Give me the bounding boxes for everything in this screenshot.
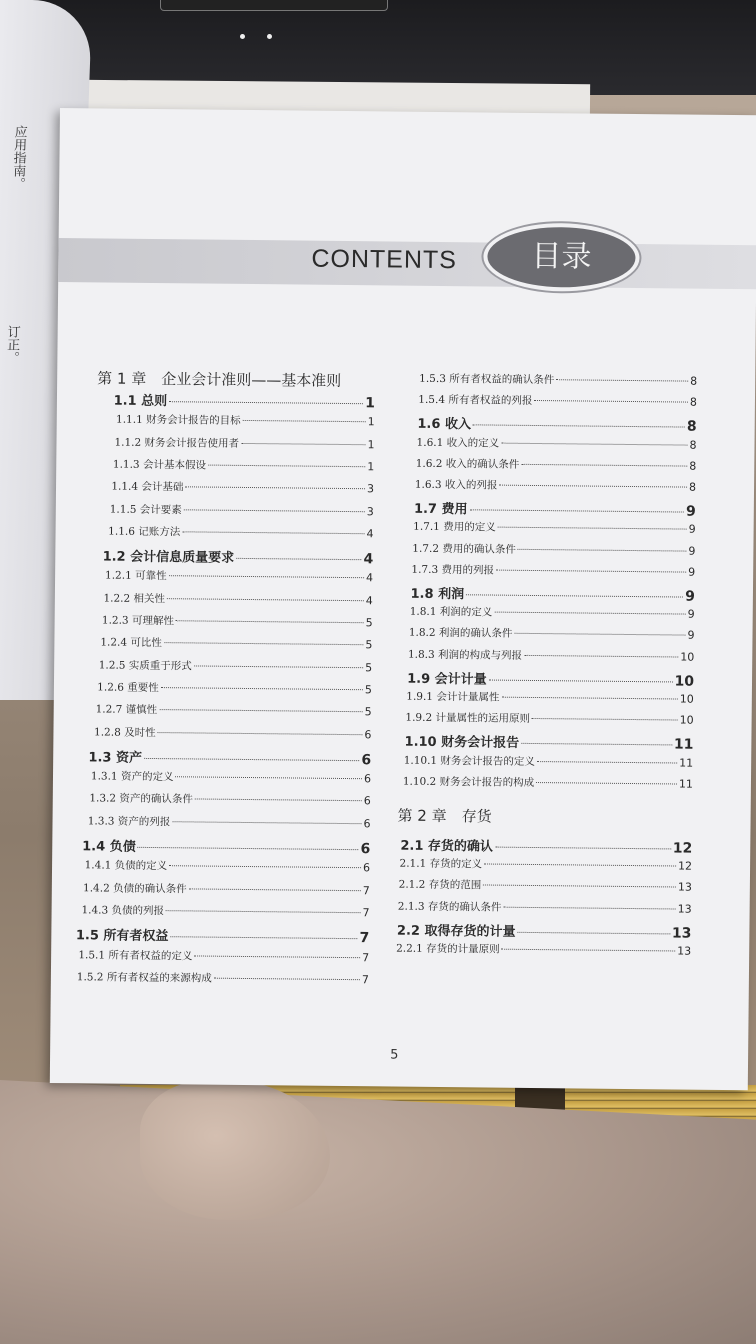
contents-page	[50, 108, 756, 1090]
toc-subsection	[83, 880, 370, 898]
toc-title: 2.1.3 存货的确认条件	[397, 900, 502, 914]
toc-page-number: 13	[677, 944, 692, 958]
toc-subsection	[108, 523, 373, 541]
toc-title: 1.1.6 记账方法	[108, 525, 181, 539]
toc-title: 1.5.1 所有者权益的定义	[78, 948, 193, 962]
toc-leader-dots	[502, 949, 676, 952]
toc-page-number: 13	[671, 925, 692, 942]
toc-title: 2.1 存货的确认	[400, 838, 494, 855]
toc-leader-dots	[169, 576, 364, 579]
toc-leader-dots	[496, 569, 686, 572]
toc-section	[404, 731, 693, 753]
toc-leader-dots	[158, 732, 363, 735]
toc-subsection	[105, 568, 373, 586]
toc-title: 1.5.3 所有者权益的确认条件	[419, 372, 555, 387]
toc-title: 1.6.3 收入的列报	[414, 478, 498, 492]
toc-leader-dots	[208, 464, 365, 467]
toc-subsection	[88, 813, 371, 831]
toc-leader-dots	[494, 612, 685, 615]
toc-title: 1.2.1 可靠性	[105, 569, 167, 583]
toc-subsection	[81, 902, 369, 920]
toc-subsection	[405, 710, 693, 728]
toc-title: 1.3.2 资产的确认条件	[89, 792, 193, 806]
toc-leader-dots	[495, 847, 671, 850]
toc-title: 1.5 所有者权益	[75, 928, 169, 945]
toc-page-number: 4	[365, 593, 373, 607]
toc-section	[417, 413, 696, 435]
toc-title: 1.7.3 费用的列报	[411, 563, 495, 577]
toc-title: 1.2.2 相关性	[103, 592, 166, 605]
toc-page-number: 6	[362, 861, 371, 875]
toc-subsection	[111, 479, 374, 497]
toc-page-number: 6	[363, 772, 372, 786]
toc-leader-dots	[169, 401, 363, 404]
toc-title: 1.9.2 计量属性的运用原则	[405, 711, 531, 726]
toc-subsection	[96, 702, 372, 720]
toc-title: 1.2.5 实质重于形式	[98, 659, 192, 673]
toc-leader-dots	[236, 558, 361, 560]
toc-leader-dots	[501, 442, 687, 445]
toc-leader-dots	[524, 654, 678, 657]
toc-page-number: 8	[688, 480, 697, 494]
toc-title: 1.3.3 资产的列报	[87, 815, 171, 828]
toc-title: 1.7.2 费用的确认条件	[412, 542, 516, 556]
toc-title: 1.8 利润	[410, 586, 465, 603]
toc-subsection	[398, 898, 692, 916]
toc-title: 1.4.2 负债的确认条件	[83, 881, 187, 895]
toc-page-number: 7	[362, 883, 370, 897]
toc-leader-dots	[499, 485, 687, 488]
toc-chapter	[97, 367, 375, 391]
toc-leader-dots	[534, 400, 688, 403]
toc-subsection	[417, 434, 697, 452]
toc-page-number: 12	[678, 859, 693, 873]
toc-subsection	[415, 477, 696, 495]
toc-leader-dots	[195, 799, 362, 802]
toc-leader-dots	[537, 761, 677, 763]
left-page-text-2: 订正。	[3, 325, 20, 364]
toc-page-number: 6	[360, 841, 371, 858]
toc-leader-dots	[489, 679, 673, 682]
toc-subsection	[396, 941, 691, 959]
toc-section	[82, 835, 370, 857]
toc-subsection	[78, 947, 369, 965]
toc-leader-dots	[498, 527, 687, 530]
contents-heading: CONTENTS	[311, 244, 458, 275]
toc-title: 1.2 会计信息质量要求	[102, 549, 235, 566]
toc-page-number: 6	[363, 816, 371, 830]
toc-leader-dots	[214, 977, 360, 980]
toc-page-number: 8	[689, 438, 697, 452]
toc-title: 1.1.2 财务会计报告使用者	[114, 436, 240, 450]
toc-title: 1.3.1 资产的定义	[90, 770, 174, 784]
toc-leader-dots	[170, 936, 357, 939]
toc-page-number: 9	[688, 544, 696, 558]
toc-leader-dots	[494, 819, 691, 821]
toc-page-number: 5	[365, 638, 373, 652]
toc-leader-dots	[473, 425, 685, 428]
toc-page-number: 1	[367, 415, 375, 429]
toc-page-number: 4	[363, 551, 374, 568]
toc-subsection	[102, 612, 373, 630]
toc-page-number: 7	[362, 950, 370, 964]
toc-page-number: 5	[365, 660, 373, 674]
toc-leader-dots	[243, 420, 366, 422]
toc-leader-dots	[518, 548, 687, 551]
toc-section	[88, 746, 371, 768]
toc-page-number: 3	[366, 504, 374, 518]
toc-page-number: 10	[679, 692, 694, 706]
toc-leader-dots	[484, 864, 676, 867]
toc-title: 1.10.2 财务会计报告的构成	[402, 775, 535, 789]
toc-page-number: 12	[672, 840, 693, 857]
toc-leader-dots	[144, 758, 359, 761]
monitor-led	[267, 34, 272, 39]
toc-subsection	[97, 679, 372, 697]
toc-title: 1.9 会计计量	[407, 671, 487, 688]
toc-section	[76, 924, 370, 946]
toc-title: 1.8.1 利润的定义	[409, 605, 493, 619]
toc-page-number: 6	[363, 794, 371, 808]
toc-page-number: 8	[689, 459, 697, 473]
toc-leader-dots	[138, 847, 359, 850]
toc-title: 2.2.1 存货的计量原则	[396, 942, 500, 956]
toc-leader-dots	[470, 509, 684, 512]
toc-leader-dots	[164, 642, 363, 645]
toc-title: 1.4 负债	[82, 839, 136, 855]
toc-subsection	[406, 689, 694, 707]
toc-title: 第 2 章 存货	[397, 806, 492, 826]
toc-section	[414, 498, 696, 520]
toc-subsection	[408, 646, 694, 664]
toc-subsection	[404, 752, 694, 770]
toc-leader-dots	[483, 885, 676, 888]
toc-leader-dots	[521, 464, 687, 467]
toc-page-number: 10	[674, 673, 695, 690]
toc-leader-dots	[536, 782, 677, 784]
toc-subsection	[411, 562, 695, 580]
toc-leader-dots	[161, 687, 363, 690]
toc-title: 1.10.1 财务会计报告的定义	[403, 754, 536, 768]
toc-page-number: 3	[366, 482, 375, 496]
toc-title: 1.3 资产	[88, 750, 143, 766]
toc-page-number: 9	[688, 522, 696, 537]
toc-title: 1.10 财务会计报告	[404, 735, 520, 752]
toc-title: 1.5.4 所有者权益的列报	[418, 393, 533, 408]
toc-page-number: 8	[690, 374, 698, 388]
toc-subsection	[403, 773, 693, 791]
toc-section	[114, 390, 375, 412]
toc-subsection	[85, 858, 371, 876]
monitor-bezel	[160, 0, 388, 11]
toc-page-number: 8	[686, 418, 697, 436]
toc-section	[397, 919, 692, 941]
toc-section	[407, 667, 694, 689]
toc-subsection	[94, 724, 372, 742]
toc-subsection	[412, 540, 695, 558]
toc-page-number: 1	[365, 395, 375, 412]
toc-leader-dots	[169, 865, 361, 868]
toc-title: 1.1.1 财务会计报告的目标	[116, 413, 241, 428]
toc-subsection	[91, 768, 371, 786]
toc-title: 1.7.1 费用的定义	[413, 521, 496, 534]
toc-leader-dots	[185, 487, 365, 490]
toc-subsection	[413, 519, 696, 537]
toc-subsection	[399, 877, 692, 895]
lap-foreground	[0, 1080, 756, 1344]
toc-section	[410, 583, 695, 605]
toc-leader-dots	[514, 633, 685, 636]
toc-page-number: 9	[685, 588, 695, 605]
toc-leader-dots	[175, 776, 362, 779]
toc-title: 1.8.3 利润的构成与列报	[407, 648, 523, 662]
toc-page-number: 5	[365, 616, 373, 630]
toc-page-number: 7	[361, 973, 369, 987]
toc-leader-dots	[194, 665, 363, 668]
toc-page-number: 8	[689, 395, 698, 409]
toc-leader-dots	[166, 910, 361, 913]
toc-title: 1.4.3 负债的列报	[81, 904, 165, 918]
toc-title: 1.2.3 可理解性	[101, 614, 175, 628]
left-page-text-1: 应用指南。	[9, 125, 27, 190]
toc-title: 1.1.5 会计要素	[109, 503, 182, 516]
toc-title: 1.2.4 可比性	[100, 636, 162, 650]
toc-page-number: 1	[367, 437, 375, 451]
toc-page-number: 7	[359, 930, 370, 947]
toc-page-number: 10	[679, 713, 694, 727]
toc-title: 1.1 总则	[113, 393, 168, 410]
toc-page-number: 9	[687, 628, 695, 643]
toc-page-number: 9	[685, 503, 696, 520]
toc-subsection	[89, 791, 371, 809]
toc-subsection	[99, 657, 373, 675]
toc-page-number: 9	[687, 607, 695, 621]
toc-subsection	[110, 501, 374, 519]
toc-leader-dots	[466, 594, 683, 597]
toc-title: 1.7 费用	[413, 501, 468, 518]
toc-subsection	[103, 590, 373, 608]
toc-page-number: 10	[680, 650, 695, 664]
toc-subsection	[116, 412, 375, 430]
toc-subsection	[410, 604, 695, 622]
toc-page-number: 11	[678, 777, 694, 791]
monitor-led	[240, 34, 245, 39]
toc-chapter	[397, 805, 692, 829]
toc-title: 2.1.1 存货的定义	[399, 857, 483, 871]
toc-page-number: 5	[364, 705, 372, 719]
toc-leader-dots	[172, 821, 361, 824]
toc-section	[400, 835, 692, 857]
toc-leader-dots	[503, 906, 675, 909]
toc-title: 1.1.4 会计基础	[111, 480, 184, 494]
mulu-label: 目录	[531, 238, 592, 275]
toc-page-number: 7	[362, 906, 370, 920]
toc-leader-dots	[194, 955, 360, 958]
toc-subsection	[100, 635, 372, 653]
toc-leader-dots	[159, 709, 362, 712]
toc-subsection	[399, 856, 692, 874]
toc-page-number: 11	[673, 736, 694, 754]
toc-subsection	[77, 969, 369, 987]
toc-page-number: 4	[366, 571, 374, 585]
toc-section	[103, 546, 374, 568]
toc-title: 1.8.2 利润的确认条件	[408, 627, 513, 641]
toc-title: 第 1 章 企业会计准则——基本准则	[97, 369, 342, 390]
toc-subsection	[409, 625, 695, 643]
toc-title: 1.6.1 收入的定义	[416, 436, 500, 450]
toc-leader-dots	[501, 697, 677, 700]
toc-subsection	[418, 392, 697, 410]
toc-title: 1.6.2 收入的确认条件	[415, 457, 520, 471]
toc-leader-dots	[182, 531, 364, 534]
toc-page-number: 13	[677, 902, 692, 916]
toc-page-number: 6	[361, 751, 372, 769]
toc-leader-dots	[184, 509, 365, 512]
toc-subsection	[416, 456, 697, 474]
toc-title: 2.2 取得存货的计量	[396, 923, 516, 940]
toc-leader-dots	[532, 718, 678, 721]
toc-page-number: 5	[364, 683, 372, 697]
toc-title: 1.2.8 及时性	[94, 725, 156, 739]
toc-leader-dots	[176, 620, 364, 623]
toc-title: 1.2.7 谨慎性	[95, 703, 158, 717]
toc-subsection	[419, 371, 697, 389]
toc-page-number: 6	[364, 727, 372, 741]
mulu-badge	[483, 222, 640, 292]
toc-leader-dots	[167, 598, 364, 601]
toc-leader-dots	[241, 443, 365, 445]
toc-title: 1.5.2 所有者权益的来源构成	[76, 971, 212, 985]
toc-title: 1.1.3 会计基本假设	[112, 458, 207, 472]
toc-title: 1.4.1 负债的定义	[84, 859, 168, 873]
toc-subsection	[113, 456, 374, 474]
toc-title: 2.1.2 存货的范围	[398, 878, 482, 892]
toc-page-number: 9	[688, 565, 696, 579]
toc-leader-dots	[521, 743, 672, 746]
toc-title: 1.9.1 会计计量属性	[406, 690, 500, 704]
toc-title: 1.6 收入	[417, 417, 472, 433]
toc-leader-dots	[556, 379, 688, 381]
toc-page-number: 13	[677, 880, 692, 895]
toc-leader-dots	[517, 932, 669, 935]
toc-page-number: 4	[366, 527, 374, 541]
toc-page-number: 11	[679, 756, 694, 770]
page-number: 5	[390, 1047, 399, 1063]
toc-page-number: 1	[367, 460, 375, 474]
toc-leader-dots	[189, 888, 361, 891]
toc-subsection	[114, 434, 374, 452]
toc-title: 1.2.6 重要性	[97, 681, 159, 694]
